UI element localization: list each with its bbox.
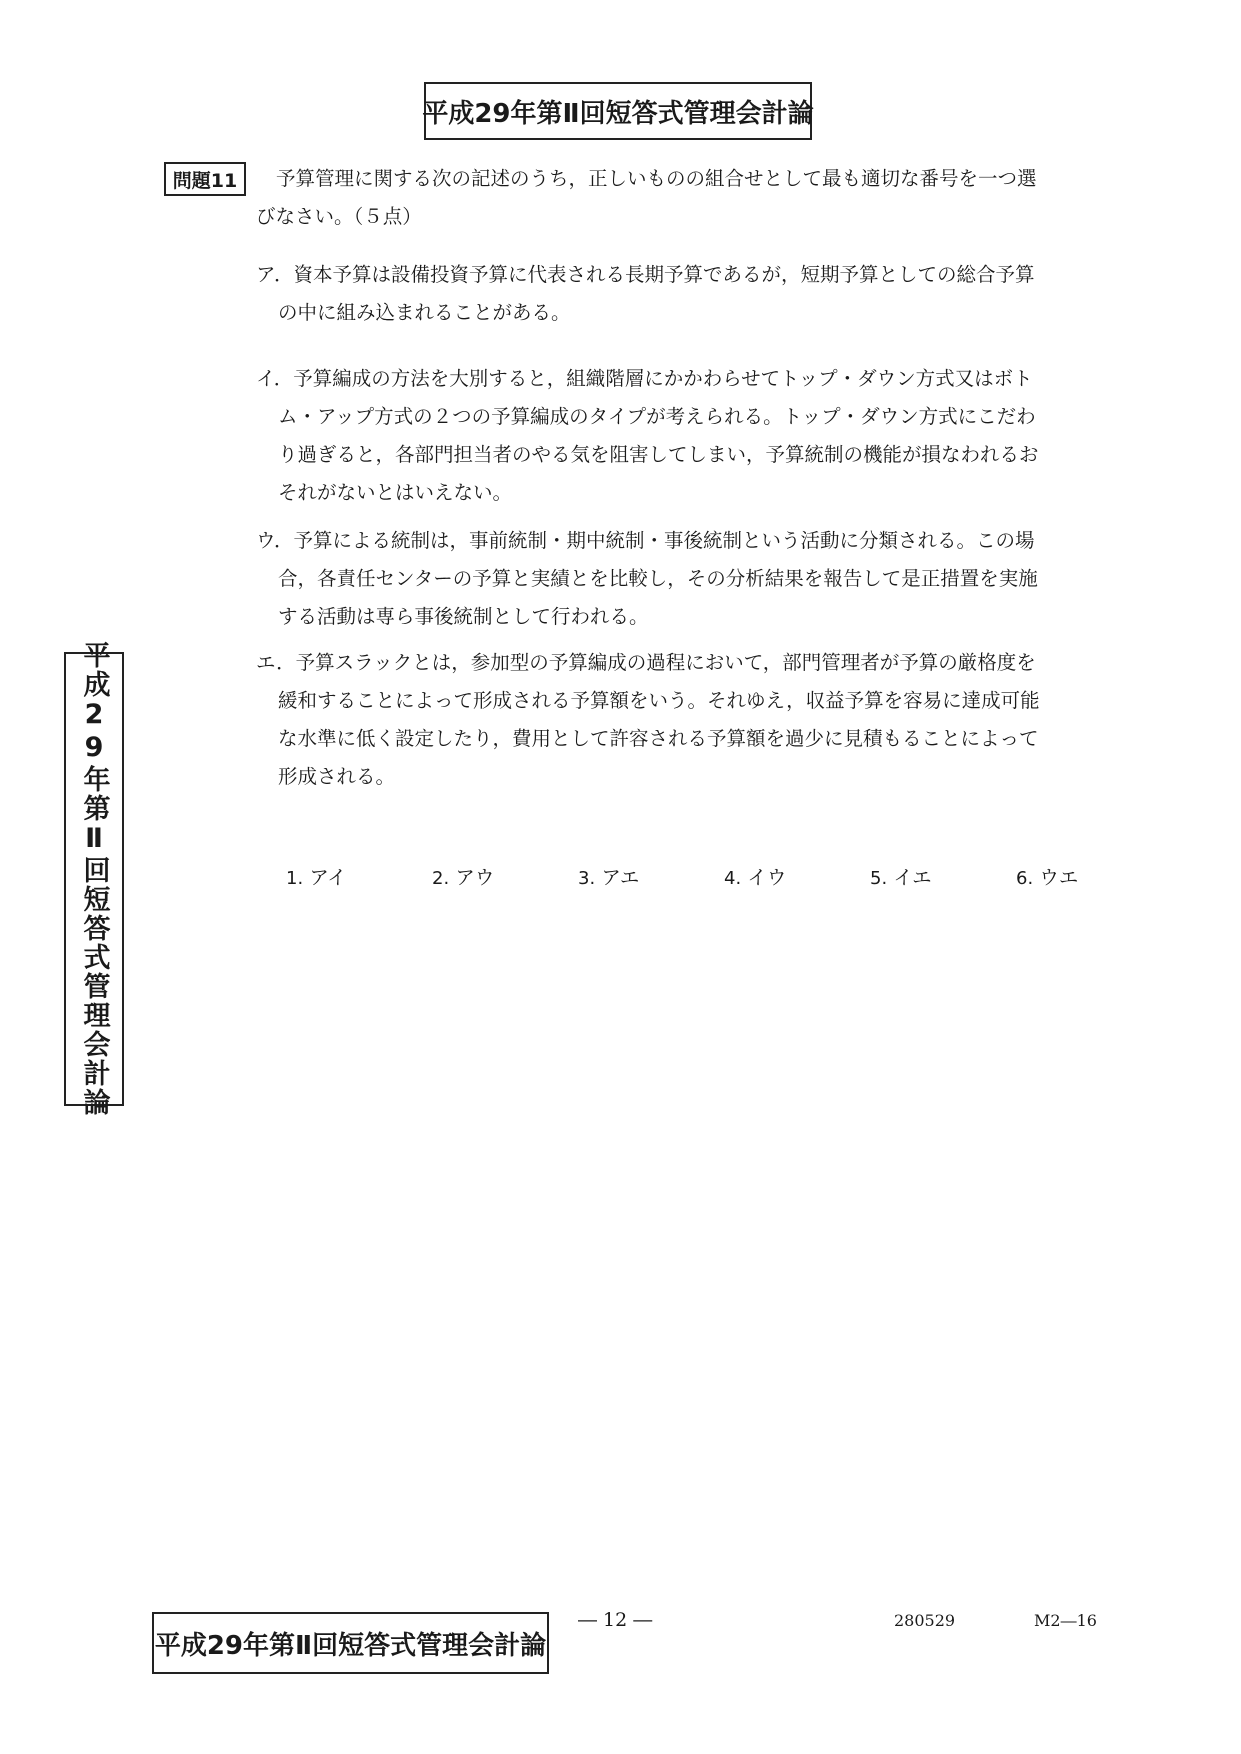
choice-1-text: アイ xyxy=(309,866,347,889)
statement-a-line-1: ア．資本予算は設備投資予算に代表される長期予算であるが，短期予算としての総合予算 xyxy=(256,263,1035,286)
statement-u-line-1: ウ．予算による統制は，事前統制・期中統制・事後統制という活動に分類される。この場 xyxy=(256,529,1035,552)
choice-5 xyxy=(870,862,932,890)
statement-u-line-3: する活動は専ら事後統制として行われる。 xyxy=(278,605,649,628)
statement-i xyxy=(256,360,1096,512)
question-stem-line-1: 予算管理に関する次の記述のうち，正しいものの組合せとして最も適切な番号を一つ選 xyxy=(276,167,1037,190)
question-label-text: 問題11 xyxy=(172,169,238,192)
statement-i-line-2: ム・アップ方式の２つの予算編成のタイプが考えられる。トップ・ダウン方式にこだわ xyxy=(278,405,1036,428)
statement-u xyxy=(256,522,1096,636)
choice-1-number: 1. xyxy=(286,868,304,889)
choice-6-text: ウエ xyxy=(1039,866,1079,889)
statement-u-line-2: 合，各責任センターの予算と実績とを比較し，その分析結果を報告して是正措置を実施 xyxy=(278,567,1038,590)
side-vertical-title-text: 平成29年第Ⅱ回短答式管理会計論 xyxy=(78,641,110,1117)
statement-e-line-4: 形成される。 xyxy=(278,765,396,788)
choice-4-number: 4. xyxy=(724,868,742,889)
choice-6 xyxy=(1016,862,1078,890)
statement-a xyxy=(256,256,1096,332)
choice-5-text: イエ xyxy=(893,866,932,889)
choice-3-number: 3. xyxy=(578,868,596,889)
footer-title-text: 平成29年第Ⅱ回短答式管理会計論 xyxy=(154,1630,547,1661)
statement-e-line-1: エ．予算スラックとは，参加型の予算編成の過程において，部門管理者が予算の厳格度を xyxy=(256,651,1036,674)
footer-title xyxy=(152,1612,549,1674)
choice-2 xyxy=(432,862,494,890)
choice-2-number: 2. xyxy=(432,868,450,889)
page-number: ― 12 ― xyxy=(578,1609,653,1631)
exam-code: 280529 xyxy=(894,1611,956,1630)
statement-e-line-3: な水準に低く設定したり，費用として許容される予算額を過少に見積もることによって xyxy=(278,727,1039,750)
choice-6-number: 6. xyxy=(1016,868,1034,889)
choice-5-number: 5. xyxy=(870,868,888,889)
statement-a-line-2: の中に組み込まれることがある。 xyxy=(278,301,571,324)
statement-i-line-1: イ．予算編成の方法を大別すると，組織階層にかかわらせてトップ・ダウン方式又はボト xyxy=(256,367,1033,390)
choice-4-text: イウ xyxy=(747,866,787,889)
choice-1 xyxy=(286,862,347,890)
statement-e-line-2: 緩和することによって形成される予算額をいう。それゆえ，収益予算を容易に達成可能 xyxy=(278,689,1040,712)
answer-choices xyxy=(286,862,1106,898)
choice-3 xyxy=(578,862,639,890)
statement-i-line-4: それがないとはいえない。 xyxy=(278,481,513,504)
side-vertical-title xyxy=(64,641,124,1117)
choice-4 xyxy=(724,862,786,890)
statement-e xyxy=(256,644,1096,796)
choice-3-text: アエ xyxy=(601,866,640,889)
question-stem xyxy=(256,160,1096,236)
header-title-text: 平成29年第Ⅱ回短答式管理会計論 xyxy=(422,98,814,129)
page-header-title xyxy=(424,82,812,140)
page-code: M2―16 xyxy=(1034,1611,1097,1630)
question-label xyxy=(164,162,246,196)
choice-2-text: アウ xyxy=(455,866,495,889)
question-stem-line-2: びなさい。（５点） xyxy=(256,205,422,228)
statement-i-line-3: り過ぎると，各部門担当者のやる気を阻害してしまい，予算統制の機能が損なわれるお xyxy=(278,443,1039,466)
